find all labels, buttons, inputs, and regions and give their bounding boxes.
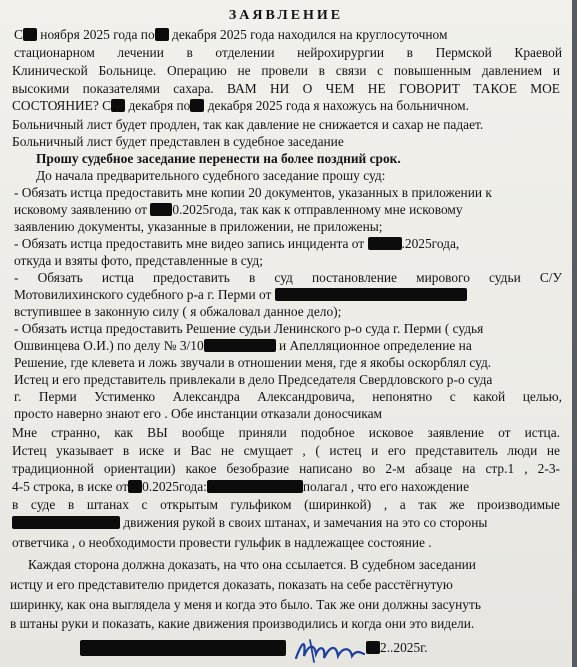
text-line: Истец указывает в иске и Вас не смущает , ( истец и его представитель люди не: [12, 443, 560, 458]
redacted-block: [128, 480, 142, 493]
redacted-block: [204, 339, 276, 352]
text-line: СОСТОЯНИЕ? С декабря по декабря 2025 года я нахожусь на больничном.: [12, 98, 470, 113]
redacted-block: [207, 480, 303, 493]
text-line: - Обязать истца предоставить Решение судьи Ленинского р-о суда г. Перми ( судья: [14, 321, 484, 336]
footer-date-line: [366, 640, 428, 656]
scan-edge: [572, 0, 577, 667]
redacted-block: [366, 641, 380, 654]
text-line: истцу и его представителю придется доказать, показать на себе расстёгнутую: [10, 577, 453, 592]
text-line: До начала предварительного судебного заседание прошу суд:: [36, 168, 386, 183]
text-line: Больничный лист будет продлен, так как давление не снижается и сахар не падает.: [12, 117, 484, 132]
text-line: 4-5 строка, в иске от 0.2025года: полагал , что его нахождение: [12, 479, 470, 494]
redacted-block: [275, 288, 467, 301]
text-line: Ошвинцева О.И.) по делу № 3/10 и Апелляционное определение на: [14, 338, 472, 353]
text-line: Решение, где клевета и ложь звучали в отношении меня, где я якобы оскорблял суд.: [14, 355, 492, 370]
text-line: С ноября 2025 года по декабря 2025 года находился на круглосуточном: [14, 27, 448, 42]
document-title: ЗАЯВЛЕНИЕ: [228, 8, 344, 23]
redacted-block: [155, 28, 169, 41]
text-line: Мне странно, как ВЫ вообще приняли подобное исковое заявление от истца.: [12, 425, 560, 440]
redacted-block: [190, 99, 204, 112]
footer-date: 2..2025г.: [380, 640, 428, 655]
text-line: - Обязать истца предоставить мне копии 20 документов, указанных в приложении к: [14, 185, 492, 200]
text-line: вступившее в законную силу ( я обжаловал данное дело);: [14, 304, 342, 319]
text-line: в суде в штанах с открытым гульфиком (ширинкой) , а так же производимые: [12, 497, 560, 512]
request-line: Прошу судебное заседание перенести на более поздний срок.: [36, 151, 401, 166]
text-line: Мотовилихинского судебного р-а г. Перми от: [14, 287, 467, 303]
text-line: исковому заявлению от 0.2025года, так как к отправленному мне исковому: [14, 202, 463, 217]
text-line: - Обязать истца предоставить мне видео запись инцидента от .2025года,: [14, 236, 460, 251]
signature-image: [292, 634, 366, 664]
text-line: в штаны руки и показать, какие движения производились и когда они это видели.: [10, 616, 475, 631]
text-line: ответчика , о необходимости провести гульфик в надлежащее состояние .: [12, 535, 432, 550]
text-line: просто наверно знают его . Обе инстанции отказали доносчикам: [14, 406, 383, 421]
text-line: Каждая сторона должна доказать, на что она ссылается. В судебном заседании: [28, 557, 476, 572]
text-line: - Обязать истца предоставить в суд постановление мирового судьи С/У: [14, 270, 562, 285]
footer-line: [80, 640, 286, 658]
text-line: стационарном лечении в отделении нейрохирургии в Пермской Краевой: [14, 45, 562, 60]
redacted-block: [368, 237, 402, 250]
redacted-block: [12, 516, 120, 529]
text-line: заявлению документы, указанные в приложении, не приложены;: [14, 219, 383, 234]
redacted-block: [23, 28, 37, 41]
redacted-block: [111, 99, 125, 112]
text-line: Истец и его представитель привлекали в дело Председателя Свердловского р-о суда: [14, 372, 493, 387]
text-line: Клинической Больнице. Операцию не провели в связи с повышенным давлением и: [12, 63, 560, 78]
text-line: традиционной ориентации) какое безобразие написано во 2-м абзаце на стр.1 , 2-3-: [12, 461, 560, 476]
text-line: г. Перми Устименко Александра Александровича, непонятно с какой целью,: [14, 389, 562, 404]
text-line: откуда и взяты фото, представленные в суд;: [14, 253, 263, 268]
redacted-name: [80, 640, 286, 656]
text-line: движения рукой в своих штанах, и замечания на это со стороны: [12, 515, 487, 531]
text-line: ширинку, как она выглядела у меня и когда это было. Так же они должны засунуть: [10, 597, 481, 612]
text-line: высокими показателями сахара. ВАМ НИ О ЧЕМ НЕ ГОВОРИТ ТАКОЕ МОЕ: [12, 81, 560, 96]
text-line: Больничный лист будет представлен в судебное заседание: [12, 134, 344, 149]
redacted-block: [150, 203, 172, 216]
